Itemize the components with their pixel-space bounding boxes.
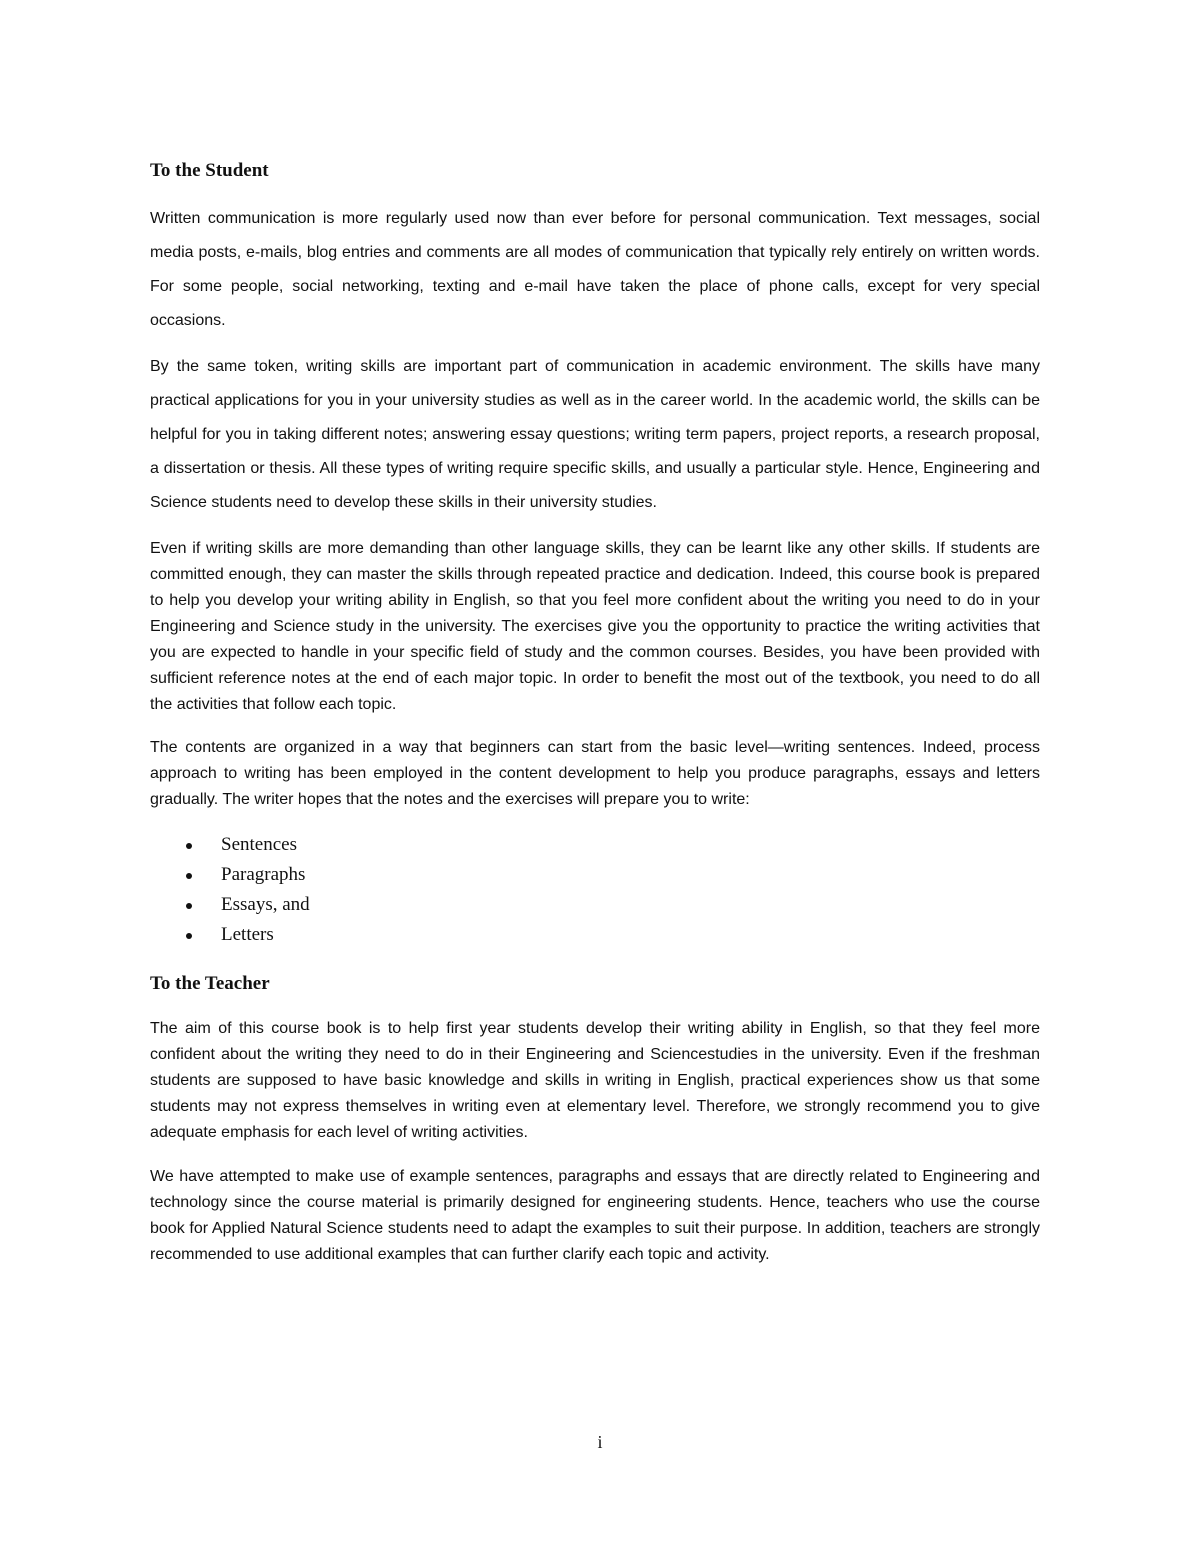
student-section-heading: To the Student [150, 160, 269, 181]
list-item-text: Letters [221, 924, 274, 945]
list-item [150, 860, 1040, 890]
list-item [150, 830, 1040, 860]
student-paragraph-3: Even if writing skills are more demanding than other language skills, they can be learnt like any other skills. If students are committed enough, they can master the skills through repeated practice and dedication. Indeed, this course book is prepared to help you develop your writing ability in English, so that you feel more confident about the writing you need to do in your Engineering and Science study in the university. The exercises give you the opportunity to practice the writing activities that you are expected to handle in your specific field of study and the common courses. Besides, you have been provided with sufficient reference notes at the end of each major topic. In order to benefit the most out of the textbook, you need to do all the activities that follow each topic. [150, 540, 1040, 713]
student-paragraph-1: Written communication is more regularly used now than ever before for personal communication. Text messages, social media posts, e-mails, blog entries and comments are all modes of communication that typically rely entirely on written words. For some people, social networking, texting and e-mail have taken the place of phone calls, except for very special occasions. [150, 210, 1040, 329]
list-item-text: Paragraphs [221, 864, 306, 885]
writing-goals-list [150, 830, 1040, 950]
student-paragraph-4: The contents are organized in a way that beginners can start from the basic level—writing sentences. Indeed, process approach to writing has been employed in the content development to help you produce paragraphs, essays and letters gradually. The writer hopes that the notes and the exercises will prepare you to write: [150, 739, 1040, 808]
teacher-section-heading: To the Teacher [150, 973, 270, 994]
bullet-icon [186, 933, 192, 939]
list-item [150, 890, 1040, 920]
page-content [150, 157, 1040, 1268]
teacher-paragraph-1: The aim of this course book is to help first year students develop their writing ability in English, so that they feel more confident about the writing they need to do in their Engineering and Sciencestudies in the university. Even if the freshman students are supposed to have basic knowledge and skills in writing in English, practical experiences show us that some students may not express themselves in writing even at elementary level. Therefore, we strongly recommend you to give adequate emphasis for each level of writing activities. [150, 1020, 1040, 1141]
bullet-icon [186, 903, 192, 909]
bullet-icon [186, 843, 192, 849]
list-item [150, 920, 1040, 950]
student-paragraph-2: By the same token, writing skills are important part of communication in academic environment. The skills have many practical applications for you in your university studies as well as in the career world. In the academic world, the skills can be helpful for you in taking different notes; answering essay questions; writing term papers, project reports, a research proposal, a dissertation or thesis. All these types of writing require specific skills, and usually a particular style. Hence, Engineering and Science students need to develop these skills in their university studies. [150, 358, 1040, 511]
teacher-paragraph-2: We have attempted to make use of example sentences, paragraphs and essays that are directly related to Engineering and technology since the course material is primarily designed for engineering students. Hence, teachers who use the course book for Applied Natural Science students need to adapt the examples to suit their purpose. In addition, teachers are strongly recommended to use additional examples that can further clarify each topic and activity. [150, 1168, 1040, 1263]
page-number: i [597, 1432, 603, 1452]
bullet-icon [186, 873, 192, 879]
list-item-text: Essays, and [221, 894, 310, 915]
list-item-text: Sentences [221, 834, 297, 855]
